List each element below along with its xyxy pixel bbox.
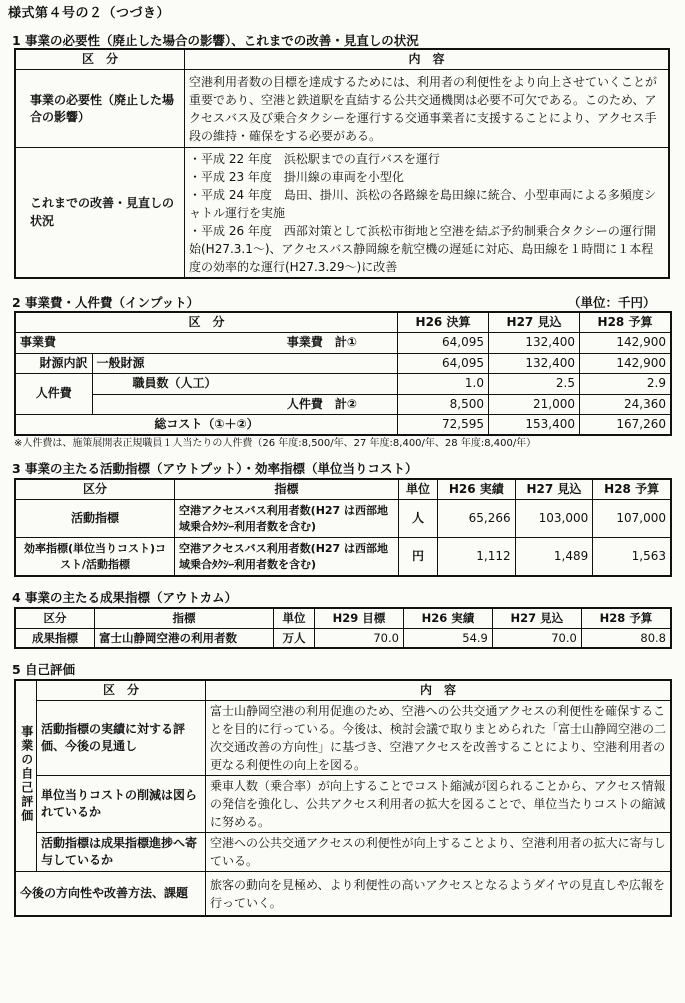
- s5-row1-label: 活動指標の実績に対する評価、今後の見通し: [37, 701, 206, 776]
- s4-row-indicator: 富士山静岡空港の利用者数: [95, 628, 274, 648]
- s3-col-h28: H28 予算: [593, 479, 671, 500]
- s2-value: 142,900: [580, 333, 672, 353]
- s3-value: 107,000: [593, 500, 671, 538]
- outcome-table: [14, 607, 672, 649]
- section5-heading: 5 自己評価: [12, 662, 76, 677]
- necessity-table: [14, 48, 670, 279]
- s3-value: 1,563: [593, 538, 671, 576]
- s2-value: 64,095: [398, 333, 489, 353]
- s2-jigyouhi-total: 事業費 計①: [92, 333, 398, 353]
- s4-col-h26: H26 実績: [403, 608, 492, 628]
- s2-value: 72,595: [398, 414, 489, 435]
- s4-col-shihyou: 指標: [95, 608, 274, 628]
- s5-future-label: 今後の方向性や改善方法、課題: [15, 872, 206, 916]
- s2-value: 167,260: [580, 414, 672, 435]
- s1-col-naiyou: 内 容: [185, 49, 670, 70]
- s2-col-kubun: 区 分: [15, 312, 398, 333]
- s4-value: 80.8: [581, 628, 671, 648]
- s4-col-unit: 単位: [274, 608, 315, 628]
- section2-heading: 2 事業費・人件費（インプット）: [12, 295, 200, 310]
- s4-row-label: 成果指標: [15, 628, 95, 648]
- s3-value: 1,489: [515, 538, 593, 576]
- s3-row2-unit: 円: [399, 538, 438, 576]
- s4-value: 70.0: [492, 628, 581, 648]
- s4-col-h29: H29 目標: [315, 608, 404, 628]
- s2-ippan: 一般財源: [92, 353, 398, 373]
- s5-row3-label: 活動指標は成果指標進捗へ寄与しているか: [37, 833, 206, 872]
- s2-value: 132,400: [489, 333, 580, 353]
- s3-row2-label: 効率指標(単位当りコスト)コスト/活動指標: [15, 538, 175, 576]
- s1-item: ・平成 23 年度 掛川線の車両を小型化: [189, 169, 404, 184]
- s5-row2-label: 単位当りコストの削減は図られているか: [37, 776, 206, 833]
- s1-row2-list: [185, 148, 670, 278]
- s5-vertical-label: 事業の自己評価: [19, 724, 34, 823]
- s1-row2-label: これまでの改善・見直しの状況: [15, 148, 185, 278]
- s2-shokuin: 職員数（人工）: [92, 374, 398, 394]
- s1-item: ・平成 24 年度 島田、掛川、浜松の各路線を島田線に統合、小型車両による多頻度シャトル運行を実施: [189, 187, 656, 220]
- s2-jinkenhi: 人件費: [15, 374, 92, 415]
- s3-col-kubun: 区分: [15, 479, 175, 500]
- s3-col-shihyou: 指標: [175, 479, 399, 500]
- s2-value: 21,000: [489, 394, 580, 414]
- section1-heading: 1 事業の必要性（廃止した場合の影響）、これまでの改善・見直しの状況: [12, 33, 419, 48]
- s5-col-kubun: 区 分: [37, 680, 206, 701]
- s5-col-naiyou: 内 容: [206, 680, 672, 701]
- s1-item: ・平成 26 年度 西部対策として浜松市街地と空港を結ぶ予約制乗合タクシーの運行開始(H27.3.1～)、アクセスバス静岡線を航空機の遅延に対応、島田線を１時間に１本程度の効率的な運行(H27.3.29～)に改善: [189, 223, 656, 274]
- s2-value: 132,400: [489, 353, 580, 373]
- s3-col-h26: H26 実績: [438, 479, 516, 500]
- s2-col-h26: H26 決算: [398, 312, 489, 333]
- s2-value: 8,500: [398, 394, 489, 414]
- cost-table: [14, 311, 672, 436]
- s4-value: 54.9: [403, 628, 492, 648]
- s1-row1-text: 空港利用者数の目標を達成するためには、利用者の利便性をより向上させていくことが重要であり、空港と鉄道駅を直結する公共交通機関は必要不可欠である。このため、アクセスバス及び乗合タクシーを運行する交通事業者に支援することにより、アクセス手段の維持・確保をする必要がある。: [185, 70, 670, 148]
- s4-value: 70.0: [315, 628, 404, 648]
- s3-value: 65,266: [438, 500, 516, 538]
- s2-value: 1.0: [398, 374, 489, 394]
- s5-row2-text: 乗車人数（乗合率）が向上することでコスト縮減が図られることから、アクセス情報の発信を強化し、公共アクセス利用者の拡大を図ることで、単位当たりコストの縮減に努める。: [206, 776, 672, 833]
- s2-jinkenhi-total: 人件費 計②: [92, 394, 398, 414]
- s2-total-cost: 総コスト（①＋②）: [15, 414, 398, 435]
- s2-jigyouhi: 事業費: [15, 333, 92, 353]
- s2-value: 142,900: [580, 353, 672, 373]
- s1-col-kubun: 区 分: [15, 49, 185, 70]
- self-eval-table: [14, 679, 672, 917]
- s4-col-h27: H27 見込: [492, 608, 581, 628]
- s2-col-h28: H28 予算: [580, 312, 672, 333]
- s3-col-h27: H27 見込: [515, 479, 593, 500]
- s2-note: ※人件費は、施策展開表正規職員１人当たりの人件費（26 年度:8,500/年、27 年度:8,400/年、28 年度:8,400/年）: [14, 438, 537, 449]
- s2-zaigen: 財源内訳: [15, 353, 92, 373]
- activity-table: [14, 478, 672, 577]
- s2-col-h27: H27 見込: [489, 312, 580, 333]
- s3-row1-indicator: 空港アクセスバス利用者数(H27 は西部地域乗合ﾀｸｼｰ利用者数を含む): [175, 500, 399, 538]
- s4-col-kubun: 区分: [15, 608, 95, 628]
- s3-col-unit: 単位: [399, 479, 438, 500]
- s3-value: 103,000: [515, 500, 593, 538]
- s2-value: 2.9: [580, 374, 672, 394]
- s1-item: ・平成 22 年度 浜松駅までの直行バスを運行: [189, 151, 440, 166]
- s5-row3-text: 空港への公共交通アクセスの利便性が向上することより、空港利用者の拡大に寄与している。: [206, 833, 672, 872]
- section3-heading: 3 事業の主たる活動指標（アウトプット）・効率指標（単位当りコスト）: [12, 461, 418, 476]
- s2-value: 153,400: [489, 414, 580, 435]
- s2-value: 24,360: [580, 394, 672, 414]
- s3-row1-unit: 人: [399, 500, 438, 538]
- s5-future-text: 旅客の動向を見極め、より利便性の高いアクセスとなるようダイヤの見直しや広報を行っていく。: [206, 872, 672, 916]
- section2-unit: （単位：千円）: [568, 295, 656, 310]
- s2-value: 2.5: [489, 374, 580, 394]
- s5-vertical-cell: [15, 680, 37, 872]
- s4-row-unit: 万人: [274, 628, 315, 648]
- s2-value: 64,095: [398, 353, 489, 373]
- s4-col-h28: H28 予算: [581, 608, 671, 628]
- s3-value: 1,112: [438, 538, 516, 576]
- s3-row2-indicator: 空港アクセスバス利用者数(H27 は西部地域乗合ﾀｸｼｰ利用者数を含む): [175, 538, 399, 576]
- form-title: 様式第４号の２（つづき）: [8, 6, 171, 21]
- s1-row1-label: 事業の必要性（廃止した場合の影響）: [15, 70, 185, 148]
- s5-row1-text: 富士山静岡空港の利用促進のため、空港への公共交通アクセスの利便性を確保することを目的に行っている。今後は、検討会議で取りまとめられた「富士山静岡空港の二次交通改善の方向性」に基づき、空港アクセスを改善することにより、空港利用者の更なる利便性の向上を図る。: [206, 701, 672, 776]
- s3-row1-label: 活動指標: [15, 500, 175, 538]
- section4-heading: 4 事業の主たる成果指標（アウトカム）: [12, 590, 238, 605]
